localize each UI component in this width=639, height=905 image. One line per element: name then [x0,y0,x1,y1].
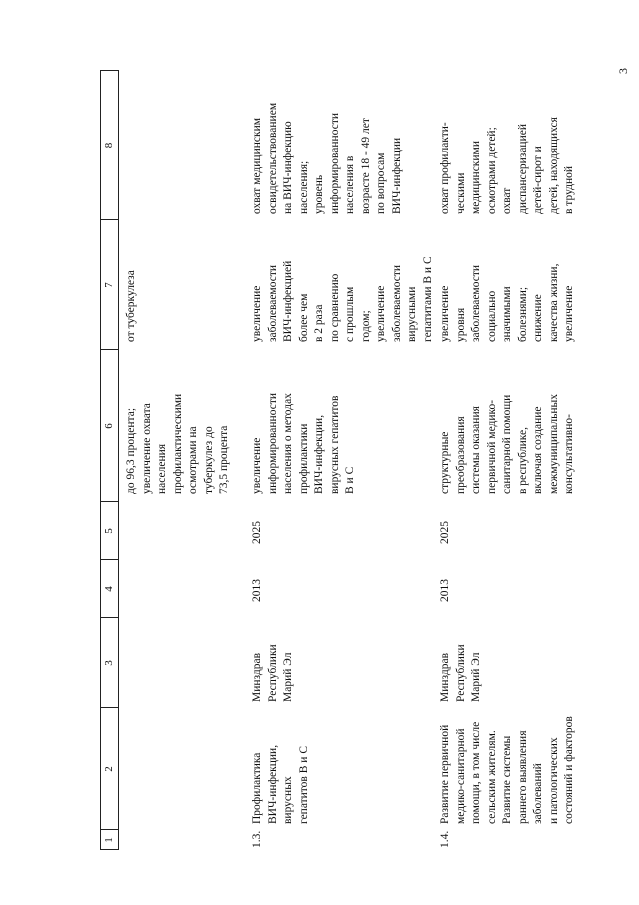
cell-line: медико-санитарной [454,728,467,824]
cell-line: структурные [439,431,451,494]
cell-line: детей-сирот и [532,146,544,214]
cell-line: населения [156,443,168,494]
cell-line: Профилактика [251,752,263,824]
cell-line: на ВИЧ-инфекцию [282,121,294,214]
cell-line: В и С [344,466,356,494]
cell-line: заболеваемости [266,264,279,342]
header-col-1: 1 [103,837,115,843]
cell-line: включая создание [532,406,544,494]
cell-line: освидетельствованием [266,102,279,214]
continuation-col6 [124,354,233,494]
cell-line: возрасте 18 - 49 лет [359,118,372,214]
cell-line: осмотрами детей; [485,127,498,214]
cell-line: Марий Эл [470,652,482,702]
cell-line: охват медицинским [251,117,263,214]
cell-line: с прошлым [344,286,356,342]
program-table [100,70,575,850]
row-1-4-col6 [438,354,578,494]
cell-line: информированности [328,112,341,214]
cell-line: консультативно- [563,414,575,494]
cell-line: Республики [266,644,279,702]
header-col-4: 4 [103,586,115,592]
cell-line: и патологических [547,737,560,824]
cell-line: населения в [344,155,356,214]
cell-line: в трудной [563,165,575,214]
cell-line: системы оказания [470,406,482,494]
cell-line: увеличение [251,285,263,342]
cell-line: межмуниципальных [547,394,560,494]
cell-line: диспансеризацией [516,124,529,214]
row-1-3-end: 2025 [251,521,263,544]
cell-line: профилактическими [171,393,184,494]
row-1-4-col7 [438,224,578,342]
header-col-6: 6 [103,423,115,429]
cell-line: значимыми [501,286,513,342]
cell-line: состояний и факторов [563,716,575,824]
cell-line: детей, находящихся [547,117,560,214]
header-bottom-border [118,70,119,850]
cell-line: болезнями; [516,286,529,342]
cell-line: ческими [454,172,467,214]
cell-line: в 2 раза [313,304,325,342]
cell-line: охват [501,187,513,214]
cell-line: Минздрав [251,652,263,702]
cell-line: Марий Эл [282,652,294,702]
cell-line: населения; [297,160,310,214]
cell-line: от туберкулеза [125,270,137,342]
cell-line: уровень [313,174,325,214]
cell-line: по сравнению [328,273,341,342]
row-1-4-col8 [438,76,578,214]
cell-line: увеличение [375,285,387,342]
cell-line: раннего выявления [516,730,529,824]
row-1-3-col8 [250,76,405,214]
cell-line: заболеваемости [390,264,403,342]
cell-line: ВИЧ-инфекции, [313,414,325,494]
cell-line: преобразования [454,416,467,494]
cell-line: помощи, в том числе [470,721,482,824]
cell-line: гепатитами В и С [421,256,434,342]
cell-line: Республики [454,644,467,702]
cell-line: населения о методах [282,393,294,494]
cell-line: увеличение [439,285,451,342]
cell-line: гепатитов В и С [297,746,310,824]
cell-line: вирусных [282,776,294,824]
cell-line: первичной медико- [485,399,498,494]
cell-line: Развитие первичной [439,724,451,824]
cell-line: заболеваемости [470,264,482,342]
cell-line: снижение [532,294,544,342]
cell-line: заболеваний [532,763,544,824]
cell-line: в республике, [516,426,529,494]
row-1-3-col7 [250,224,436,342]
cell-line: туберкулез до [202,426,215,494]
header-col-5: 5 [103,528,115,534]
row-1-4-number: 1.4. [439,830,451,848]
cell-line: ВИЧ-инфекции, [266,744,279,824]
cell-line: по вопросам [375,152,387,214]
row-1-3-start: 2013 [251,579,263,602]
continuation-col7 [124,224,140,342]
cell-line: 73,5 процента [218,425,230,494]
cell-line: качества жизни, [547,263,560,342]
cell-line: санитарной помощи [501,394,513,494]
row-1-3-name [250,712,312,824]
cell-line: увеличение [563,285,575,342]
cell-line: до 96,3 процента; [125,407,137,494]
cell-line: информированности [266,392,279,494]
cell-line: вирусными [406,286,418,342]
cell-line: ВИЧ-инфекции [390,137,403,214]
cell-line: ВИЧ-инфекцией [282,260,294,342]
header-col-7: 7 [103,282,115,288]
cell-line: профилактики [297,423,310,494]
cell-line: уровня [454,307,467,342]
page-number: 3 [616,68,630,74]
cell-line: вирусных гепатитов [328,395,341,494]
header-col-2: 2 [103,766,115,772]
cell-line: Минздрав [439,652,451,702]
row-1-4-start: 2013 [439,579,451,602]
cell-line: годом; [359,310,372,342]
row-1-3-executor [250,618,297,702]
cell-line: увеличение охвата [140,403,153,494]
row-1-3-number: 1.3. [251,830,263,848]
cell-line: медицинскими [470,141,482,214]
cell-line: социально [485,290,498,342]
header-col-8: 8 [103,142,115,149]
row-1-3-col6 [250,354,359,494]
cell-line: увеличение [251,437,263,494]
row-1-4-executor [438,618,485,702]
cell-line: сельским жителям. [485,730,498,824]
header-col-3: 3 [103,660,115,666]
row-1-4-name [438,712,578,824]
row-1-4-end: 2025 [439,521,451,544]
cell-line: более чем [297,293,310,342]
cell-line: охват профилакти- [439,122,451,214]
cell-line: Развитие системы [501,735,513,824]
cell-line: осмотрами на [187,426,199,494]
